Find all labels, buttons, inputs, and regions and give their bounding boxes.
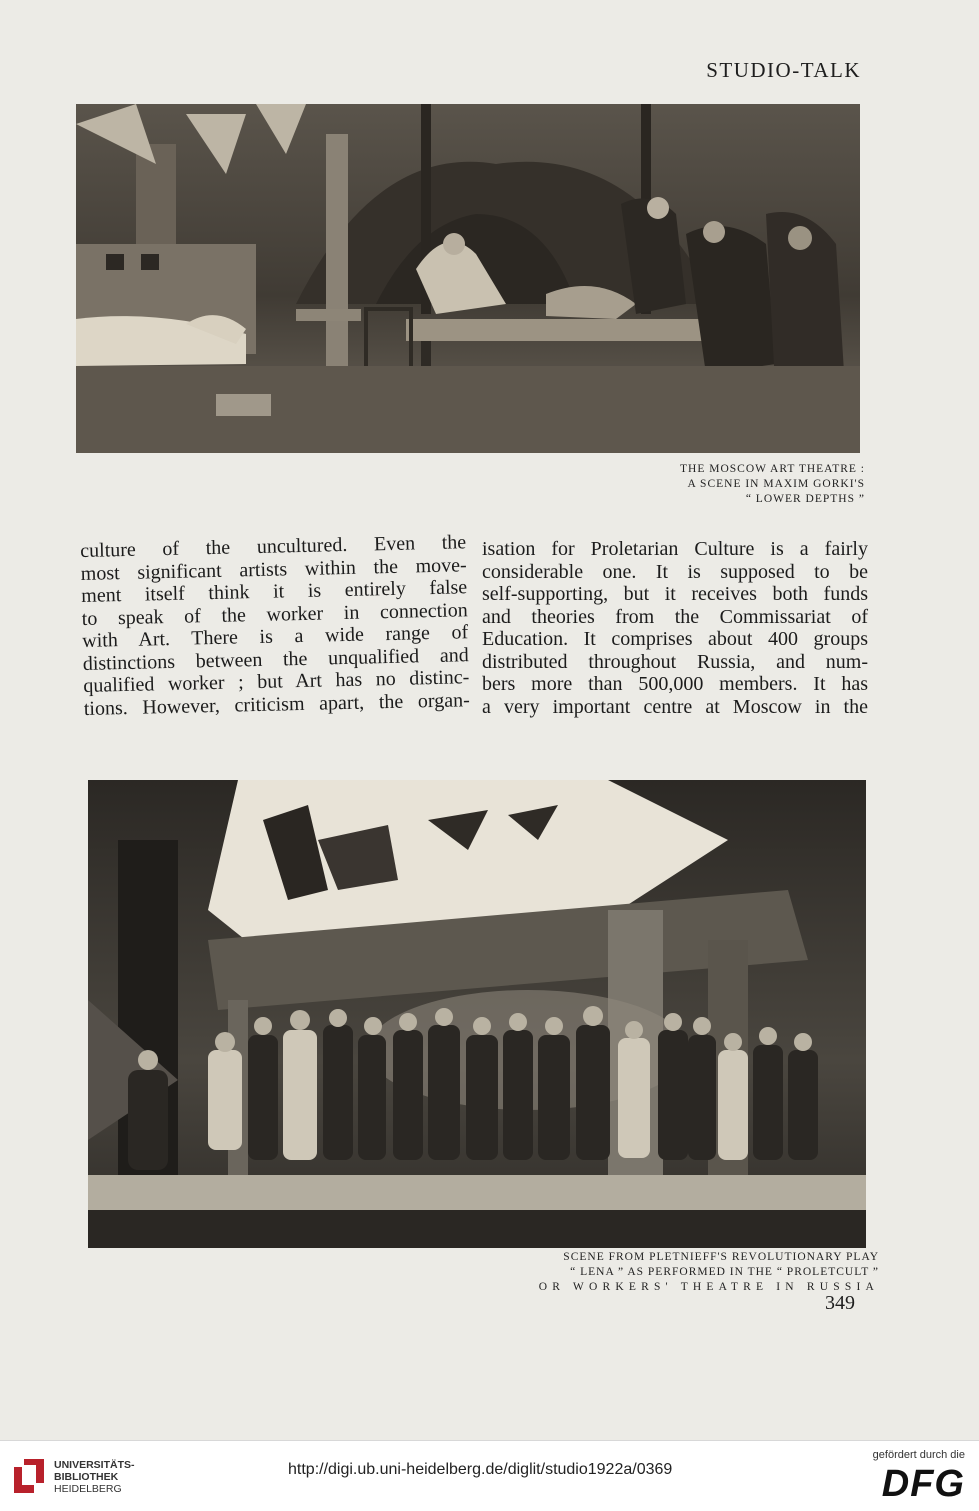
library-name-line: BIBLIOTHEK: [54, 1471, 119, 1483]
library-name-line: UNIVERSITÄTS-: [54, 1459, 135, 1471]
text-line: ment itself think it is entirely false: [81, 576, 468, 607]
funded-by-label: gefördert durch die: [872, 1449, 965, 1461]
caption-line: “ LOWER DEPTHS ”: [745, 493, 865, 505]
text-line: to speak of the worker in connection: [81, 598, 468, 630]
caption-lower-depths: [565, 462, 865, 507]
university-library-logo-icon: [12, 1457, 46, 1495]
text-line: most significant artists within the move-: [80, 553, 467, 585]
dfg-logo: DFG: [881, 1463, 965, 1505]
text-line: culture of the uncultured. Even the: [80, 531, 467, 562]
caption-line: SCENE FROM PLETNIEFF'S REVOLUTIONARY PLAY: [563, 1251, 879, 1263]
caption-line: OR WORKERS' THEATRE IN RUSSIA: [538, 1281, 879, 1293]
viewer-footer: [0, 1440, 979, 1511]
text-line: a very important centre at Moscow in the: [482, 695, 868, 718]
text-line: and theories from the Commissariat of: [482, 605, 868, 628]
caption-line: “ LENA ” AS PERFORMED IN THE “ PROLETCULT ”: [570, 1266, 879, 1278]
text-line: qualified worker ; but Art has no distinc-: [83, 666, 470, 697]
page-number: 349: [825, 1292, 855, 1314]
running-title: STUDIO-TALK: [706, 58, 861, 82]
text-line: distributed throughout Russia, and num-: [482, 650, 868, 673]
text-line: distinctions between the unqualified and: [82, 643, 469, 675]
text-line: tions. However, criticism apart, the organ-: [83, 688, 470, 720]
photo-lower-depths-scene: [76, 104, 860, 453]
text-column-right: [482, 538, 868, 718]
text-line: with Art. There is a wide range of: [82, 621, 469, 652]
photo-lena-proletcult-scene: [88, 780, 866, 1248]
text-line: bers more than 500,000 members. It has: [482, 673, 868, 695]
text-line: isation for Proletarian Culture is a fairly: [482, 538, 868, 560]
library-name: [54, 1459, 135, 1495]
caption-lena-scene: [459, 1250, 879, 1295]
text-line: considerable one. It is supposed to be: [482, 560, 868, 583]
caption-line: A SCENE IN MAXIM GORKI'S: [687, 478, 865, 490]
text-line: Education. It comprises about 400 groups: [482, 628, 868, 650]
permalink-url[interactable]: http://digi.ub.uni-heidelberg.de/diglit/studio1922a/0369: [288, 1461, 673, 1478]
text-line: self-supporting, but it receives both funds: [482, 583, 868, 605]
text-column-left: [80, 531, 470, 720]
caption-line: THE MOSCOW ART THEATRE :: [680, 463, 865, 475]
library-name-line: HEIDELBERG: [54, 1483, 122, 1495]
